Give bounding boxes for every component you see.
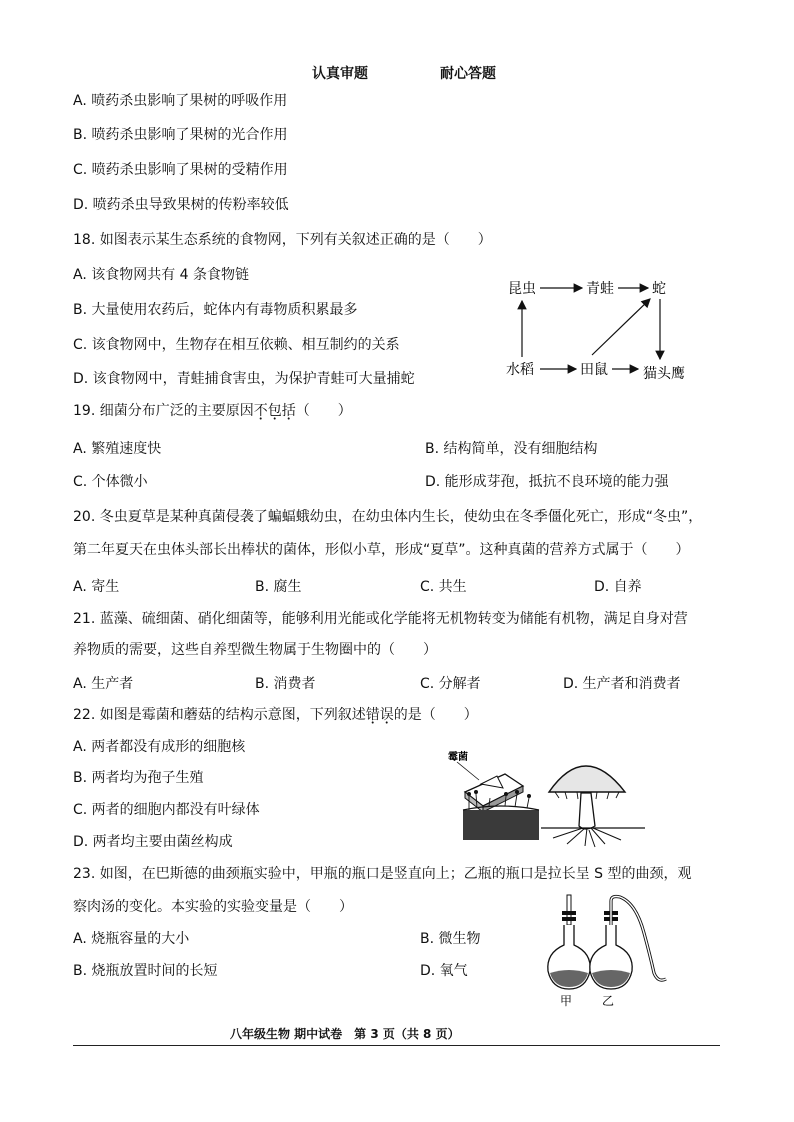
q22-emph-2: 误 xyxy=(379,707,394,723)
mushroom-illustration xyxy=(541,766,645,847)
q17-option-a: A. 喷药杀虫影响了果树的呼吸作用 xyxy=(73,93,288,109)
q22-option-a: A. 两者都没有成形的细胞核 xyxy=(73,739,246,755)
header-right: 耐心答题 xyxy=(440,66,496,82)
header-left: 认真审题 xyxy=(312,66,368,82)
q23-option-b: B. 微生物 xyxy=(420,931,481,947)
node-rice: 水稻 xyxy=(506,362,534,378)
q21-option-d: D. 生产者和消费者 xyxy=(563,676,681,692)
flask-a-label: 甲 xyxy=(560,994,573,1008)
flask-a xyxy=(548,895,590,1008)
arrow-mouse-snake xyxy=(592,299,650,355)
q22-option-d: D. 两者均主要由菌丝构成 xyxy=(73,834,233,850)
flask-b xyxy=(590,897,666,1009)
node-owl: 猫头鹰 xyxy=(643,366,685,382)
food-web-diagram xyxy=(500,275,700,385)
q19-emph-1: 不 xyxy=(253,403,268,419)
q21-option-c: C. 分解者 xyxy=(420,676,481,692)
q19-stem-prefix: 19. 细菌分布广泛的主要原因 xyxy=(73,403,254,419)
mold-label: 霉菌 xyxy=(448,752,468,763)
q22-stem-prefix: 22. 如图是霉菌和蘑菇的结构示意图，下列叙述 xyxy=(73,707,366,723)
flask-b-label: 乙 xyxy=(602,994,615,1008)
q19-option-c: C. 个体微小 xyxy=(73,474,148,490)
q18-option-c: C. 该食物网中，生物存在相互依赖、相互制约的关系 xyxy=(73,337,400,353)
q19-stem xyxy=(73,402,352,420)
q18-option-b: B. 大量使用农药后，蛇体内有毒物质积累最多 xyxy=(73,302,358,318)
q17-option-b: B. 喷药杀虫影响了果树的光合作用 xyxy=(73,127,288,143)
q18-option-a: A. 该食物网共有 4 条食物链 xyxy=(73,267,250,283)
node-snake: 蛇 xyxy=(652,281,666,297)
page-footer: 八年级生物 期中试卷 第 3 页（共 8 页） xyxy=(230,1027,460,1041)
node-insect: 昆虫 xyxy=(508,281,536,297)
q19-stem-suffix: （ ） xyxy=(295,403,352,419)
q17-option-c: C. 喷药杀虫影响了果树的受精作用 xyxy=(73,162,288,178)
q20-option-d: D. 自养 xyxy=(594,579,642,595)
q19-option-d: D. 能形成芽孢，抵抗不良环境的能力强 xyxy=(425,474,669,490)
swan-neck-flask-illustration xyxy=(540,893,680,1008)
q22-emph-1: 错 xyxy=(365,707,380,723)
q20-line-1: 20. 冬虫夏草是某种真菌侵袭了蝙蝠蛾幼虫，在幼虫体内生长，使幼虫在冬季僵化死亡，形成“冬虫”， xyxy=(73,509,703,525)
q21-option-a: A. 生产者 xyxy=(73,676,134,692)
q20-line-2: 第二年夏天在虫体头部长出棒状的菌体，形似小草，形成“夏草”。这种真菌的营养方式属于（ ） xyxy=(73,542,690,558)
q23-line-2: 察肉汤的变化。本实验的实验变量是（ ） xyxy=(73,899,353,915)
q21-line-2: 养物质的需要，这些自养型微生物属于生物圈中的（ ） xyxy=(73,642,437,658)
q19-option-b: B. 结构简单，没有细胞结构 xyxy=(425,441,598,457)
q18-stem: 18. 如图表示某生态系统的食物网，下列有关叙述正确的是（ ） xyxy=(73,232,492,248)
q19-emph-3: 括 xyxy=(281,403,296,419)
q21-option-b: B. 消费者 xyxy=(255,676,316,692)
mold-mushroom-illustration xyxy=(445,748,660,848)
q21-line-1: 21. 蓝藻、硫细菌、硝化细菌等，能够利用光能或化学能将无机物转变为储能有机物，满足自身对营 xyxy=(73,611,688,627)
mold-illustration xyxy=(448,750,539,840)
q23-option-c: B. 烧瓶放置时间的长短 xyxy=(73,963,218,979)
q20-option-a: A. 寄生 xyxy=(73,579,120,595)
q23-line-1: 23. 如图，在巴斯德的曲颈瓶实验中，甲瓶的瓶口是竖直向上；乙瓶的瓶口是拉长呈 S 型的曲颈，观 xyxy=(73,866,692,882)
q23-option-d: D. 氧气 xyxy=(420,963,468,979)
q19-emph-2: 包 xyxy=(267,403,282,419)
q18-option-d: D. 该食物网中，青蛙捕食害虫，为保护青蛙可大量捕蛇 xyxy=(73,371,415,387)
q20-option-b: B. 腐生 xyxy=(255,579,302,595)
q22-option-b: B. 两者均为孢子生殖 xyxy=(73,770,204,786)
node-mouse: 田鼠 xyxy=(580,362,608,378)
q23-option-a: A. 烧瓶容量的大小 xyxy=(73,931,190,947)
q20-option-c: C. 共生 xyxy=(420,579,467,595)
q22-stem xyxy=(73,706,478,724)
q19-option-a: A. 繁殖速度快 xyxy=(73,441,162,457)
q17-option-d: D. 喷药杀虫导致果树的传粉率较低 xyxy=(73,197,289,213)
footer-rule xyxy=(73,1045,720,1046)
q22-stem-suffix: 的是（ ） xyxy=(393,707,478,723)
node-frog: 青蛙 xyxy=(586,281,614,297)
q22-option-c: C. 两者的细胞内都没有叶绿体 xyxy=(73,802,260,818)
